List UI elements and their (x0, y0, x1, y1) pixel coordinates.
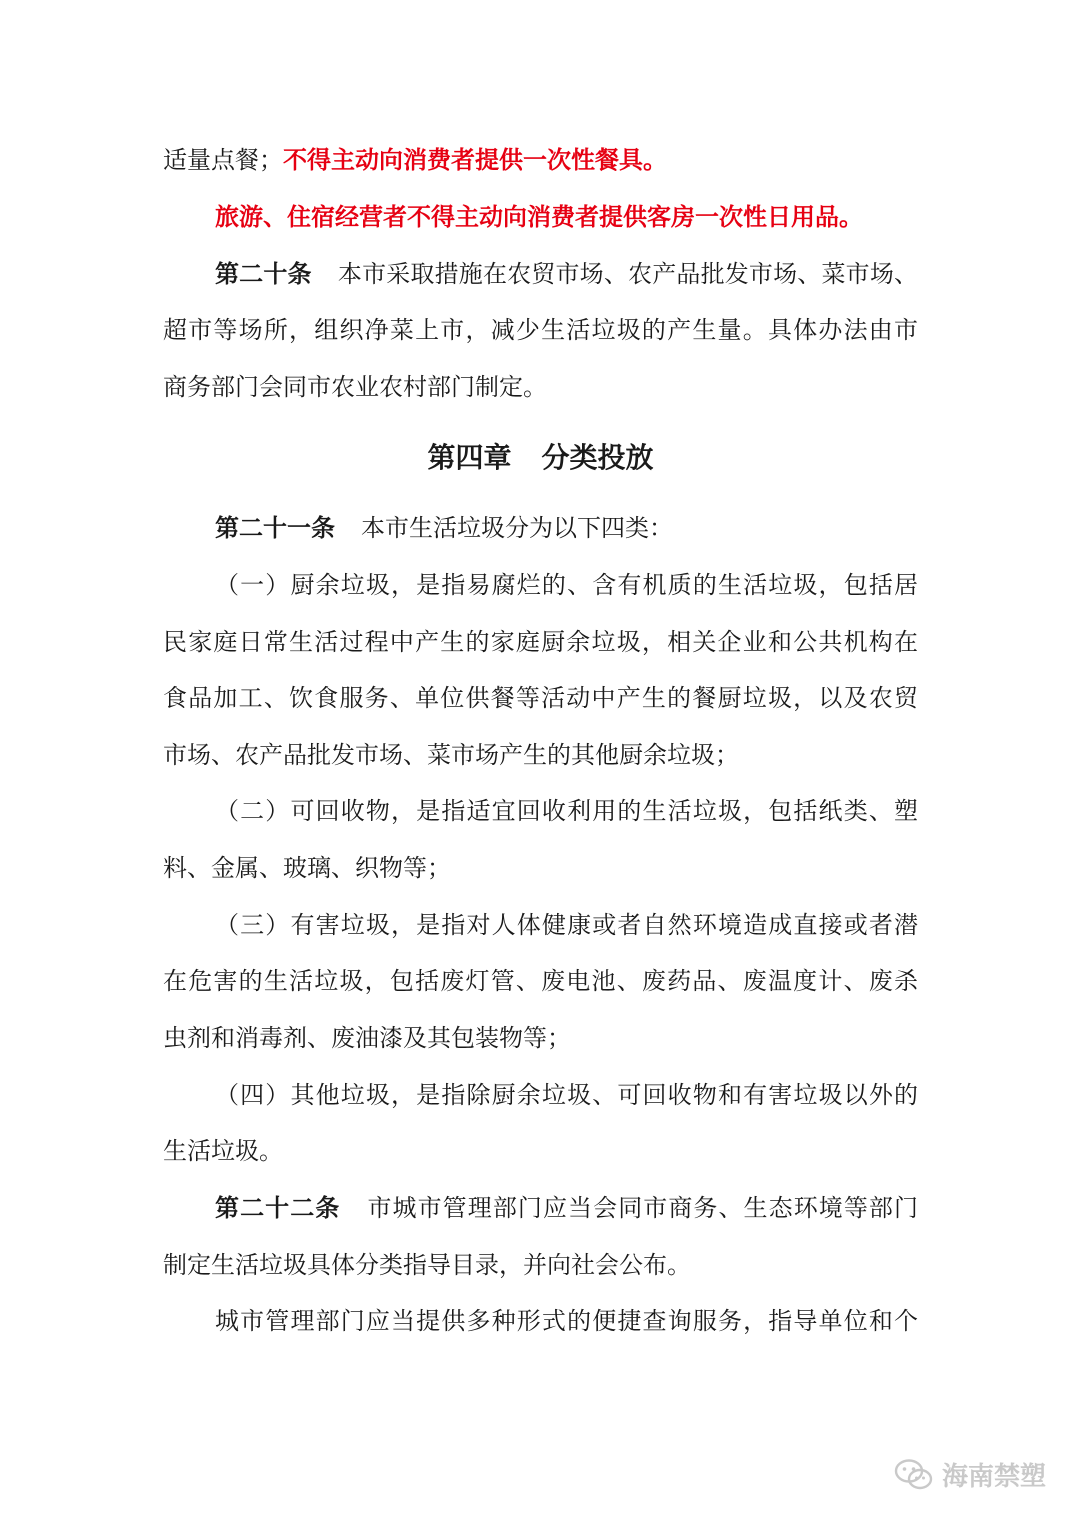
text-run: 适量点餐； (163, 146, 283, 174)
item-3-line-2: 在危害的生活垃圾，包括废灯管、废电池、废药品、废温度计、废杀 (163, 967, 918, 995)
article-title: 第二十二条 (215, 1194, 341, 1222)
text-run: 本市采取措施在农贸市场、农产品批发市场、菜市场、 (337, 260, 919, 288)
chapter-name: 分类投放 (541, 441, 654, 474)
item-3-line-1: （三）有害垃圾，是指对人体健康或者自然环境造成直接或者潜 (215, 911, 918, 939)
item-2-line-2: 料、金属、玻璃、织物等； (163, 854, 451, 882)
chapter-number: 第四章 (427, 441, 512, 474)
article-title: 第二十条 (215, 260, 312, 288)
item-1-line-4: 市场、农产品批发市场、菜市场产生的其他厨余垃圾； (163, 741, 739, 769)
item-1-line-1: （一）厨余垃圾，是指易腐烂的、含有机质的生活垃圾，包括居 (215, 571, 918, 599)
article-20-line-2: 超市等场所，组织净菜上市，减少生活垃圾的产生量。具体办法由市 (163, 316, 918, 344)
item-2-line-1: （二）可回收物，是指适宜回收利用的生活垃圾，包括纸类、塑 (215, 797, 918, 825)
item-4-line-1: （四）其他垃圾，是指除厨余垃圾、可回收物和有害垃圾以外的 (215, 1081, 918, 1109)
text-run: 市城市管理部门应当会同市商务、生态环境等部门 (366, 1194, 919, 1222)
watermark-text: 海南禁塑 (941, 1462, 1046, 1492)
article-22-line-1 (163, 1188, 918, 1228)
article-title: 第二十一条 (215, 514, 335, 542)
item-1-line-2: 民家庭日常生活过程中产生的家庭厨余垃圾，相关企业和公共机构在 (163, 628, 918, 656)
paragraph-line (163, 140, 918, 180)
item-1-line-3: 食品加工、饮食服务、单位供餐等活动中产生的餐厨垃圾，以及农贸 (163, 684, 918, 712)
article-20-line-1 (163, 254, 918, 294)
article-21-line-1 (163, 508, 918, 548)
article-20-line-3: 商务部门会同市农业农村部门制定。 (163, 373, 547, 401)
article-22-line-2: 制定生活垃圾具体分类指导目录，并向社会公布。 (163, 1251, 691, 1279)
watermark (894, 1456, 1046, 1493)
item-3-line-3: 虫剂和消毒剂、废油漆及其包装物等； (163, 1024, 571, 1052)
text-run: 本市生活垃圾分为以下四类： (361, 514, 673, 542)
item-4-line-2: 生活垃圾。 (163, 1137, 283, 1165)
emphasis-text: 不得主动向消费者提供一次性餐具。 (283, 146, 667, 174)
paragraph-line: 城市管理部门应当提供多种形式的便捷查询服务，指导单位和个 (215, 1307, 918, 1335)
chapter-heading (163, 436, 918, 480)
emphasis-paragraph: 旅游、住宿经营者不得主动向消费者提供客房一次性日用品。 (215, 203, 863, 231)
wechat-icon (894, 1458, 934, 1492)
